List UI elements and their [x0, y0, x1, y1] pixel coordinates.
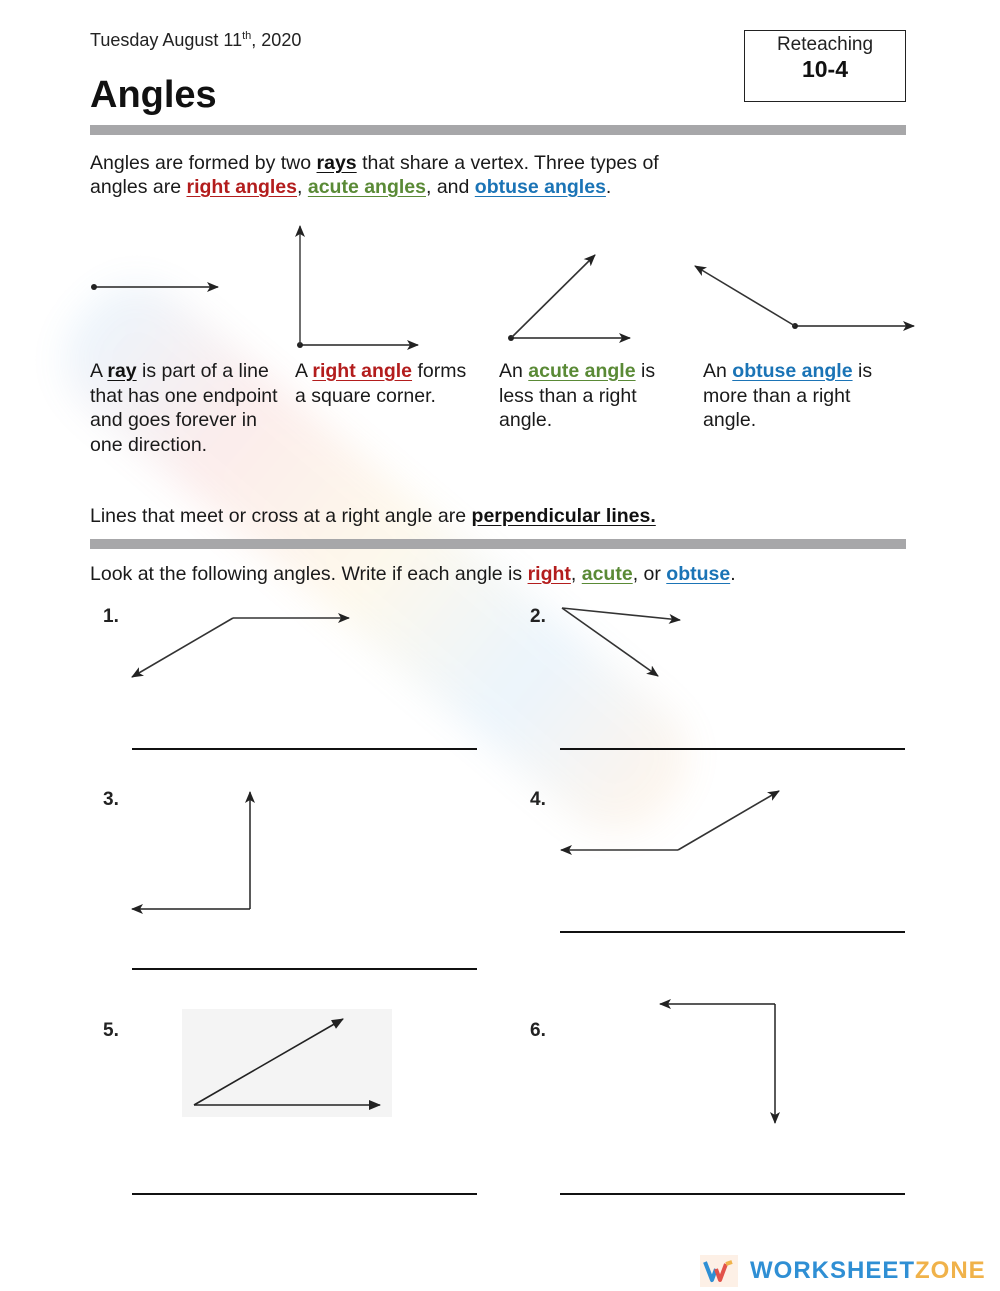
question-number-2: 2. [530, 606, 546, 627]
logo-w-icon [700, 1255, 738, 1287]
badge-label: Reteaching [776, 34, 874, 55]
page-title: Angles [90, 74, 217, 116]
question-number-5: 5. [103, 1020, 119, 1041]
question-number-3: 3. [103, 789, 119, 810]
date: Tuesday August 11th, 2020 [90, 30, 302, 50]
brand-text-zone: ZONE [915, 1257, 986, 1284]
answer-line-3[interactable] [132, 968, 477, 970]
term-acute-angles: acute angles [307, 176, 426, 198]
answer-line-6[interactable] [560, 1193, 905, 1195]
definition-right-angle: A right angle forms a square corner. [295, 360, 467, 407]
worksheetzone-logo [700, 1255, 986, 1287]
answer-line-5[interactable] [132, 1193, 477, 1195]
definition-obtuse-angle: An obtuse angle is more than a right angle. [703, 360, 873, 431]
question-number-4: 4. [530, 789, 546, 810]
term-right-angles: right angles [186, 176, 298, 198]
brand-text-worksheet: WORKSHEET [750, 1257, 915, 1284]
term-perpendicular: perpendicular lines. [471, 505, 656, 527]
answer-line-2[interactable] [560, 748, 905, 750]
answer-line-4[interactable] [560, 931, 905, 933]
perpendicular-note: Lines that meet or cross at a right angle are perpendicular lines. [90, 505, 656, 527]
badge-number: 10-4 [801, 56, 849, 82]
instructions: Look at the following angles. Write if each angle is right, acute, or obtuse. [90, 563, 736, 585]
question-number-1: 1. [103, 606, 119, 627]
question-number-6: 6. [530, 1020, 546, 1041]
definition-ray: A ray is part of a line that has one endpoint and goes forever in one direction. [90, 360, 278, 456]
term-rays: rays [316, 152, 357, 174]
answer-line-1[interactable] [132, 748, 477, 750]
intro-paragraph: Angles are formed by two rays that share a vertex. Three types of angles are right angles, acute angles, and obtuse angles. [90, 152, 659, 198]
term-obtuse-angles: obtuse angles [474, 176, 606, 198]
definition-acute-angle: An acute angle is less than a right angle. [499, 360, 656, 431]
